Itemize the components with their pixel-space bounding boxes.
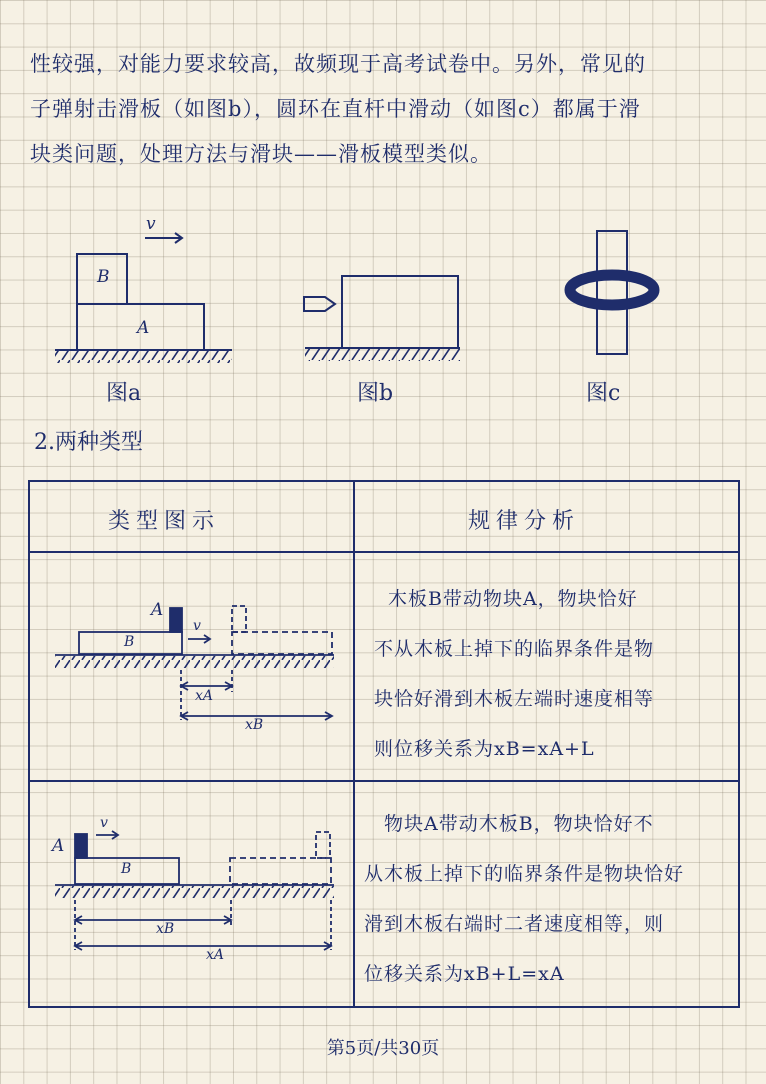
row1-analysis-line-1: 木板B带动物块A，物块恰好 [388,588,638,610]
row2-label-a: A [52,836,65,856]
figure-a-label-b: B [97,267,110,287]
row2-diagram [55,831,334,950]
row1-block-a-final [232,606,246,632]
figure-c-rod [597,231,627,354]
row1-analysis [374,574,654,774]
figure-b-bullet [304,297,335,311]
row1-board-b-final [232,632,332,654]
row1-label-a: A [151,600,164,620]
row1-label-xb: xB [245,717,264,733]
row2-analysis-line-1: 物块A带动木板B，物块恰好不 [384,813,654,835]
intro-line-1: 性较强，对能力要求较高，故频现于高考试卷中。另外，常见的 [30,52,646,76]
figure-a-label-a: A [137,318,150,338]
table-header-analysis: 规律分析 [468,509,581,534]
row2-block-a [75,834,87,858]
row2-analysis-line-4: 位移关系为xB+L=xA [364,963,565,985]
intro-line-2: 子弹射击滑板（如图b），圆环在直杆中滑动（如图c）都属于滑 [30,97,641,121]
row2-label-xb: xB [156,921,175,937]
table-header-diagram: 类型图示 [108,509,221,534]
row1-analysis-line-3: 块恰好滑到木板左端时速度相等 [374,688,655,710]
figure-b-caption: 图b [357,381,394,406]
row2-label-b: B [121,861,132,877]
row1-label-xa: xA [195,688,214,704]
row1-label-v: v [193,618,201,634]
row2-block-a-final [316,832,330,858]
figure-b-board [342,276,458,348]
row1-analysis-line-4: 则位移关系为xB=xA+L [374,738,595,760]
figure-a-caption: 图a [106,381,142,406]
row2-label-xa: xA [206,947,225,963]
figure-c [570,231,654,354]
section-title: 2.两种类型 [34,430,143,455]
figure-a [55,233,232,363]
row1-block-a [170,608,182,632]
figure-c-ring [570,275,654,305]
figure-c-caption: 图c [586,381,621,406]
figure-b [304,276,460,361]
row2-label-v: v [100,815,108,831]
row2-analysis-line-2: 从木板上掉下的临界条件是物块恰好 [364,863,685,885]
row2-analysis-line-3: 滑到木板右端时二者速度相等，则 [364,913,665,935]
row1-analysis-line-2: 不从木板上掉下的临界条件是物 [374,638,655,660]
intro-line-3: 块类问题，处理方法与滑块——滑板模型类似。 [30,142,492,166]
row2-analysis [364,799,684,999]
row2-board-b-final [230,858,331,884]
figure-a-label-v: v [146,214,156,234]
page-number: 第5页/共30页 [326,1038,440,1059]
row1-label-b: B [124,634,135,650]
